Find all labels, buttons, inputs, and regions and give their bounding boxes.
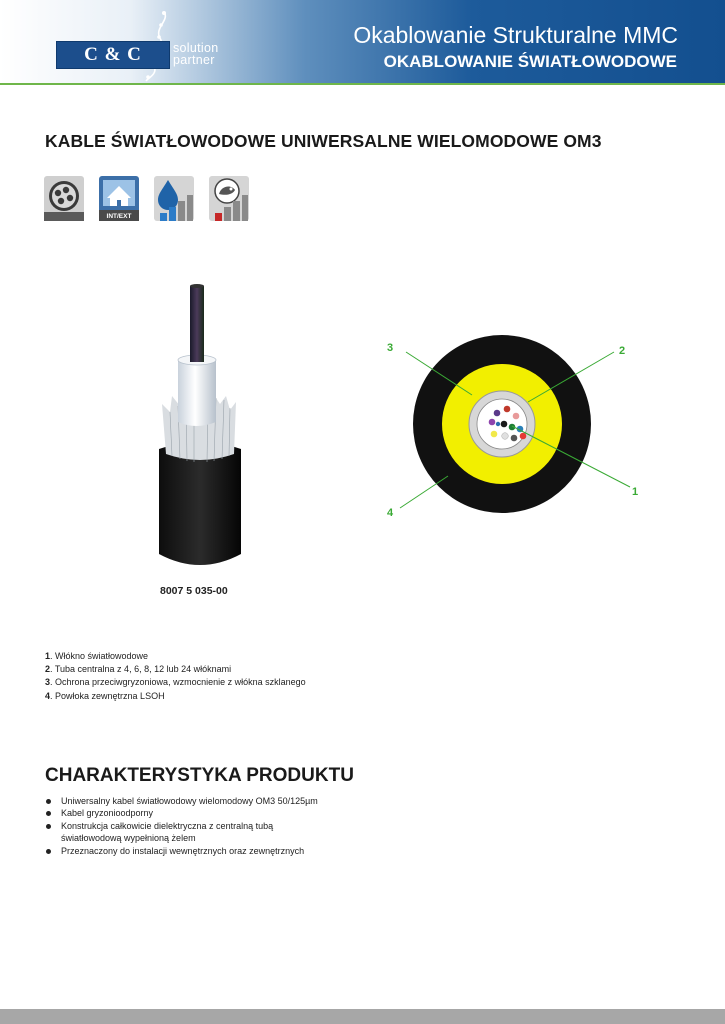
cable-illustration — [150, 284, 250, 574]
indoor-outdoor-icon — [99, 176, 139, 221]
page-header — [0, 0, 725, 83]
diagram-label-1: 1 — [632, 486, 639, 498]
logo-tagline — [173, 42, 219, 66]
parts-list — [45, 650, 306, 703]
part-number: 8007 5 035-00 — [160, 585, 228, 597]
characteristics-item: Uniwersalny kabel światłowodowy wielomodowy OM3 50/125µm — [45, 795, 391, 807]
parts-list-item: 4. Powłoka zewnętrzna LSOH — [45, 690, 165, 701]
logo-tagline-line1: solution — [173, 41, 219, 55]
logo-tagline-line2: partner — [173, 53, 215, 67]
characteristics-title: CHARAKTERYSTYKA PRODUKTU — [45, 765, 354, 786]
rodent-protection-icon — [209, 176, 249, 221]
header-title: Okablowanie Strukturalne MMC — [353, 22, 678, 48]
company-logo — [56, 41, 170, 69]
int-ext-label: INT/EXT — [106, 213, 132, 220]
header-subtitle: OKABLOWANIE ŚWIATŁOWODOWE — [383, 52, 677, 71]
logo-text: C & C — [84, 44, 142, 65]
product-title: KABLE ŚWIATŁOWODOWE UNIWERSALNE WIELOMODOWE OM3 — [45, 131, 602, 151]
diagram-label-4: 4 — [387, 507, 394, 519]
feature-icons — [44, 176, 249, 221]
characteristics-item: Przeznaczony do instalacji wewnętrznych oraz zewnętrznych — [45, 845, 391, 857]
characteristics-list — [45, 795, 391, 857]
diagram-label-2: 2 — [619, 345, 626, 357]
cable-cross-section-diagram — [380, 330, 650, 530]
footer-bar — [0, 1009, 725, 1024]
parts-list-item: 1. Włókno światłowodowe — [45, 651, 149, 661]
header-divider — [0, 83, 725, 85]
water-resistance-icon — [154, 176, 194, 221]
parts-list-item: 2. Tuba centralna z 4, 6, 8, 12 lub 24 włóknami — [45, 664, 232, 675]
cable-cross-section-icon — [44, 176, 84, 221]
characteristics-item: Kabel gryzonioodporny — [45, 807, 391, 819]
diagram-label-3: 3 — [387, 342, 394, 354]
parts-list-item: 3. Ochrona przeciwgryzoniowa, wzmocnienie z włókna szklanego — [45, 677, 306, 688]
characteristics-item: Konstrukcja całkowicie dielektryczna z centralną tubą światłowodową wypełnioną żelem — [45, 820, 331, 845]
